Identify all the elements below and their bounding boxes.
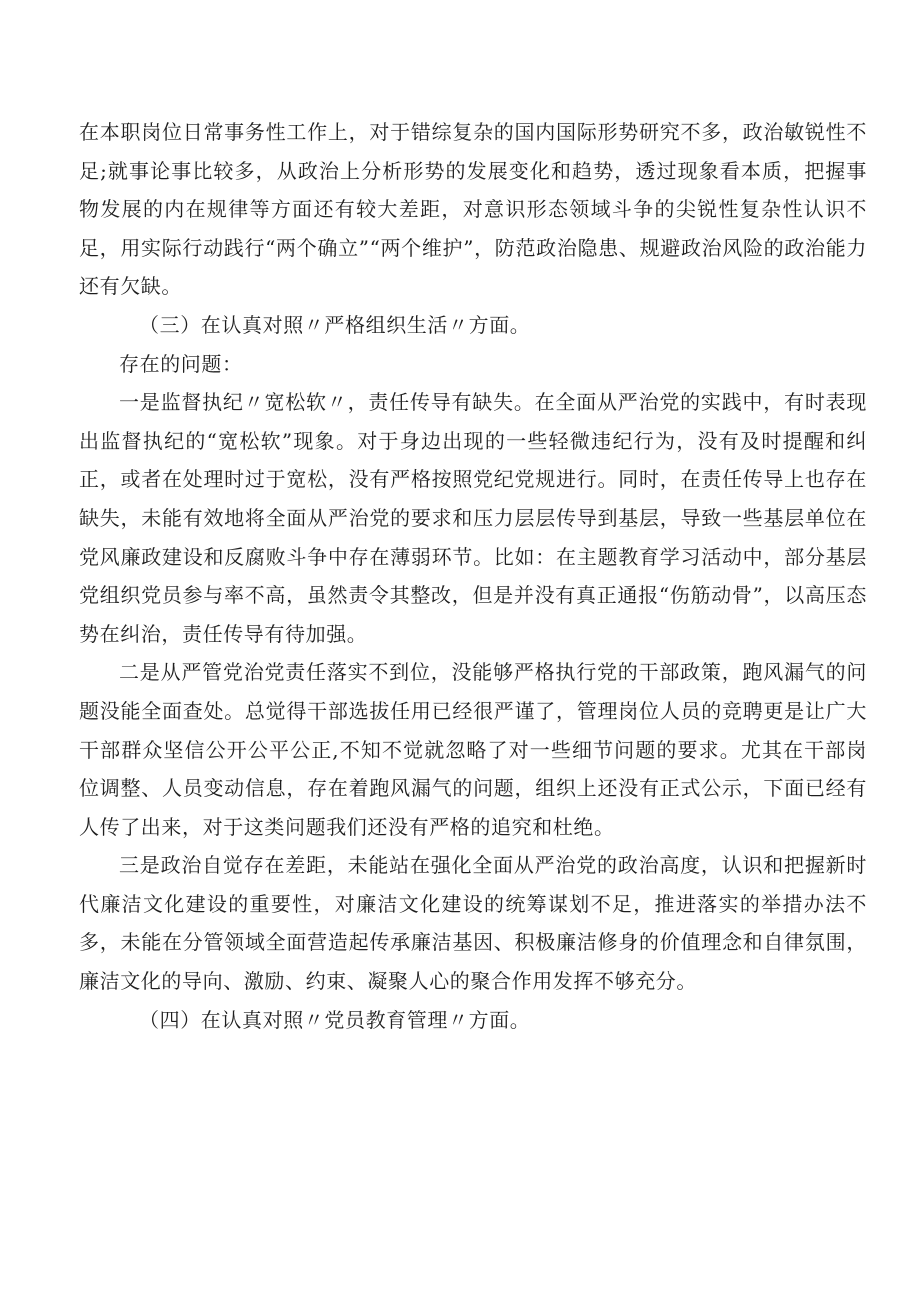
- paragraph-problem-one: 一是监督执纪〃宽松软〃，责任传导有缺失。在全面从严治党的实践中，有时表现出监督执纪的“宽松软”现象。对于身边出现的一些轻微违纪行为，没有及时提醒和纠正，或者在处理时过于宽松，没有严格按照党纪党规进行。同时，在责任传导上也存在缺失，未能有效地将全面从严治党的要求和压力层层传导到基层，导致一些基层单位在党风廉政建设和反腐败斗争中存在薄弱环节。比如：在主题教育学习活动中，部分基层党组织党员参与率不高，虽然责令其整改，但是并没有真正通报“伤筋动骨”，以高压态势在纠治，责任传导有待加强。: [79, 390, 867, 646]
- section-heading-member-education: （四）在认真对照〃党员教育管理〃方面。: [139, 1007, 531, 1032]
- paragraph-problem-two: 二是从严管党治党责任落实不到位，没能够严格执行党的干部政策，跑风漏气的问题没能全面查处。总觉得干部选拔任用已经很严谨了，管理岗位人员的竞聘更是让广大干部群众坚信公开公平公正,不知不觉就忽略了对一些细节问题的要求。尤其在干部岗位调整、人员变动信息，存在着跑风漏气的问题，组织上还没有正式公示，下面已经有人传了出来，对于这类问题我们还没有严格的追究和杜绝。: [79, 660, 867, 839]
- paragraph-existing-problems-label: 存在的问题：: [119, 351, 243, 376]
- paragraph-political-ability: 在本职岗位日常事务性工作上，对于错综复杂的国内国际形势研究不多，政治敏锐性不足;就事论事比较多，从政治上分析形势的发展变化和趋势，透过现象看本质，把握事物发展的内在规律等方面还有较大差距，对意识形态领域斗争的尖锐性复杂性认识不足，用实际行动践行“两个确立”“两个维护”，防范政治隐患、规避政治风险的政治能力还有欠缺。: [79, 120, 867, 299]
- document-body: [79, 113, 867, 1039]
- section-heading-organization-life: （三）在认真对照〃严格组织生活〃方面。: [139, 312, 531, 337]
- paragraph-problem-three: 三是政治自觉存在差距，未能站在强化全面从严治党的政治高度，认识和把握新时代廉洁文化建设的重要性，对廉洁文化建设的统筹谋划不足，推进落实的举措办法不多，未能在分管领域全面营造起传承廉洁基因、积极廉洁修身的价值理念和自律氛围，廉洁文化的导向、激励、约束、凝聚人心的聚合作用发挥不够充分。: [79, 853, 867, 994]
